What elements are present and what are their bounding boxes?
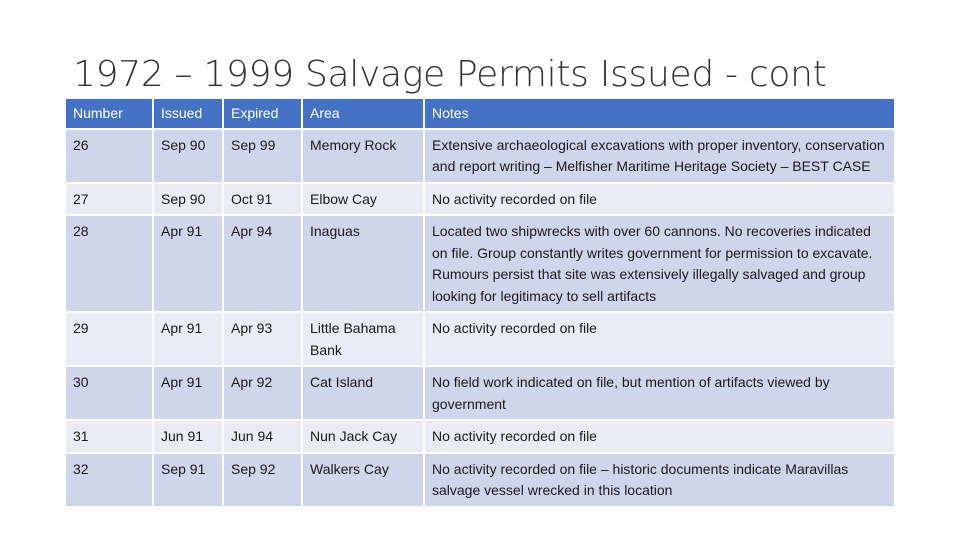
cell-notes: No activity recorded on file — [425, 421, 894, 454]
header-number: Number — [66, 99, 154, 130]
cell-notes: Extensive archaeological excavations with proper inventory, conservation and report writing – Melfisher Maritime Heritage Society – BEST CASE — [425, 130, 894, 184]
cell-area: Little Bahama Bank — [303, 313, 425, 367]
cell-expired: Sep 92 — [224, 454, 303, 508]
slide-title: 1972 – 1999 Salvage Permits Issued - cont — [73, 54, 827, 95]
table-row — [66, 216, 894, 313]
cell-expired: Apr 93 — [224, 313, 303, 367]
header-expired: Expired — [224, 99, 303, 130]
cell-number: 30 — [66, 367, 154, 421]
cell-area: Nun Jack Cay — [303, 421, 425, 454]
cell-notes: No field work indicated on file, but mention of artifacts viewed by government — [425, 367, 894, 421]
cell-number: 32 — [66, 454, 154, 508]
cell-area: Cat Island — [303, 367, 425, 421]
cell-expired: Jun 94 — [224, 421, 303, 454]
header-area: Area — [303, 99, 425, 130]
cell-area: Walkers Cay — [303, 454, 425, 508]
cell-notes: No activity recorded on file — [425, 184, 894, 217]
cell-issued: Apr 91 — [154, 216, 224, 313]
table-row — [66, 454, 894, 508]
cell-expired: Oct 91 — [224, 184, 303, 217]
cell-number: 27 — [66, 184, 154, 217]
cell-number: 28 — [66, 216, 154, 313]
table-row — [66, 313, 894, 367]
cell-issued: Sep 90 — [154, 184, 224, 217]
header-notes: Notes — [425, 99, 894, 130]
cell-number: 26 — [66, 130, 154, 184]
cell-issued: Sep 90 — [154, 130, 224, 184]
table-row — [66, 421, 894, 454]
cell-expired: Sep 99 — [224, 130, 303, 184]
cell-notes: No activity recorded on file — [425, 313, 894, 367]
table-row — [66, 130, 894, 184]
permits-table — [66, 99, 894, 508]
table-row — [66, 184, 894, 217]
cell-area: Elbow Cay — [303, 184, 425, 217]
cell-issued: Apr 91 — [154, 313, 224, 367]
cell-notes: Located two shipwrecks with over 60 cannons. No recoveries indicated on file. Group constantly writes government for permission to excavate. Rumours persist that site was extensively illegally salvaged and group looking for legitimacy to sell artifacts — [425, 216, 894, 313]
cell-area: Inaguas — [303, 216, 425, 313]
cell-issued: Jun 91 — [154, 421, 224, 454]
cell-expired: Apr 94 — [224, 216, 303, 313]
cell-notes: No activity recorded on file – historic documents indicate Maravillas salvage vessel wrecked in this location — [425, 454, 894, 508]
cell-number: 29 — [66, 313, 154, 367]
table-row — [66, 367, 894, 421]
cell-issued: Apr 91 — [154, 367, 224, 421]
cell-issued: Sep 91 — [154, 454, 224, 508]
table-header-row — [66, 99, 894, 130]
cell-number: 31 — [66, 421, 154, 454]
cell-expired: Apr 92 — [224, 367, 303, 421]
cell-area: Memory Rock — [303, 130, 425, 184]
header-issued: Issued — [154, 99, 224, 130]
